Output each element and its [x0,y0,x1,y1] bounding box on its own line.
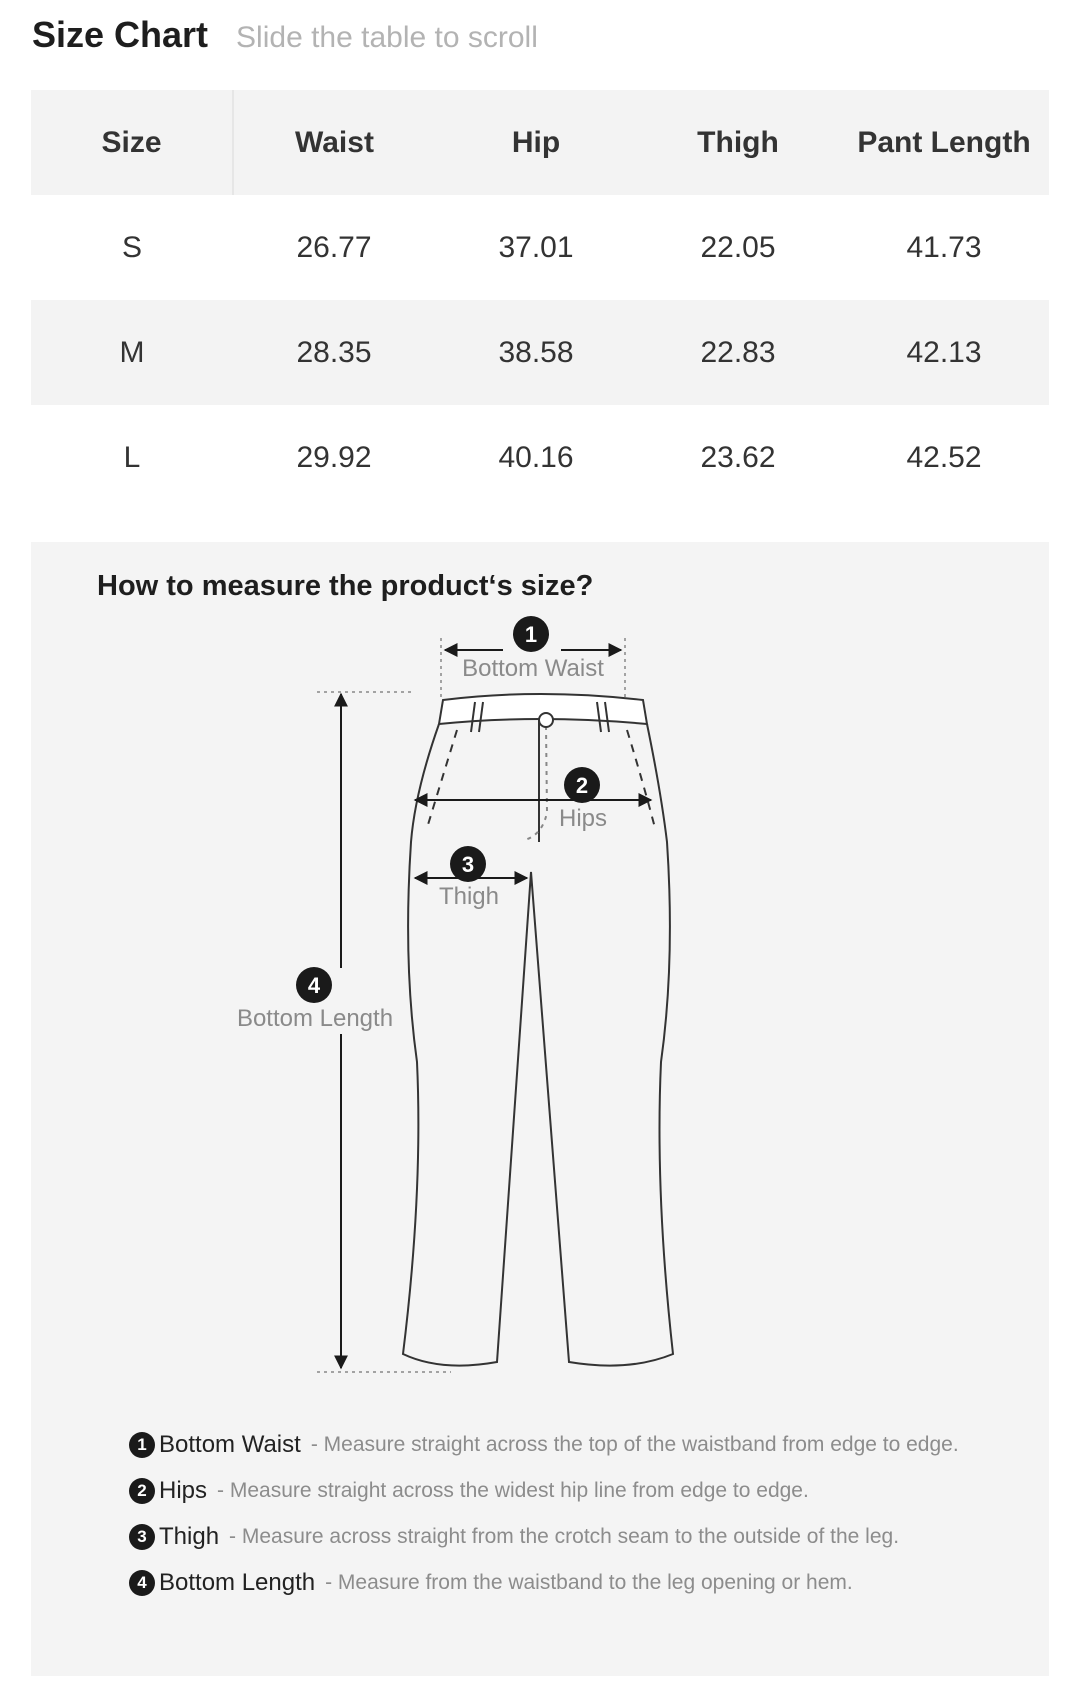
table-cell: S [121,230,142,264]
page-title: Size Chart [32,14,209,55]
table-cell: 41.73 [906,230,982,264]
label-thigh: Thigh [438,883,500,910]
table-cell: 38.58 [435,300,637,405]
pants-diagram [31,542,1049,1412]
legend-name: Bottom Length [159,1569,316,1596]
label-hips: Hips [558,805,608,832]
badge-icon: 1 [129,1432,155,1458]
legend-desc: - Measure straight across the top of the waistband from edge to edge. [310,1433,959,1456]
column-header-pant-length: Pant Length [839,90,1049,195]
legend-desc: - Measure across straight from the crotch seam to the outside of the leg. [229,1525,900,1548]
measure-legend [129,1422,959,1606]
column-header-thigh: Thigh [637,90,839,195]
table-cell: 29.92 [296,440,372,474]
guide-title: How to measure the product‘s size? [97,570,594,602]
table-cell: 42.13 [839,300,1049,405]
svg-text:3: 3 [461,852,475,877]
table-row [31,405,1049,510]
pants-outline [403,694,673,1366]
svg-text:2: 2 [575,773,589,798]
badge-icon: 4 [129,1570,155,1596]
svg-text:1: 1 [524,622,538,647]
size-chart-header [32,14,538,64]
measure-guide [31,542,1049,1676]
legend-name: Bottom Waist [159,1431,301,1458]
table-cell: M [31,300,233,405]
badge-icon: 3 [129,1524,155,1550]
table-cell: 40.16 [498,440,574,474]
table-row [31,300,1049,405]
table-cell: 42.52 [906,440,982,474]
svg-text:4: 4 [307,973,321,998]
legend-desc: - Measure from the waistband to the leg opening or hem. [325,1571,853,1594]
table-cell: 22.83 [637,300,839,405]
badge-icon: 2 [129,1478,155,1504]
scroll-hint: Slide the table to scroll [236,21,538,54]
table-cell: 37.01 [498,230,574,264]
column-header-hip: Hip [435,90,637,195]
table-cell: 28.35 [233,300,435,405]
table-cell: 26.77 [296,230,372,264]
list-item [129,1468,959,1514]
table-cell: L [123,440,141,474]
column-header-waist: Waist [233,90,435,195]
list-item [129,1422,959,1468]
table-cell: 22.05 [700,230,776,264]
table-cell: 23.62 [700,440,776,474]
table-header-row [31,90,1049,195]
legend-desc: - Measure straight across the widest hip line from edge to edge. [217,1479,809,1502]
list-item [129,1514,959,1560]
legend-name: Thigh [159,1523,220,1550]
label-bottom-length: Bottom Length [236,1005,394,1032]
list-item [129,1560,959,1606]
label-bottom-waist: Bottom Waist [462,655,604,682]
size-table[interactable] [31,90,1049,510]
table-row [31,195,1049,300]
column-header-size: Size [31,90,233,195]
legend-name: Hips [159,1477,208,1504]
